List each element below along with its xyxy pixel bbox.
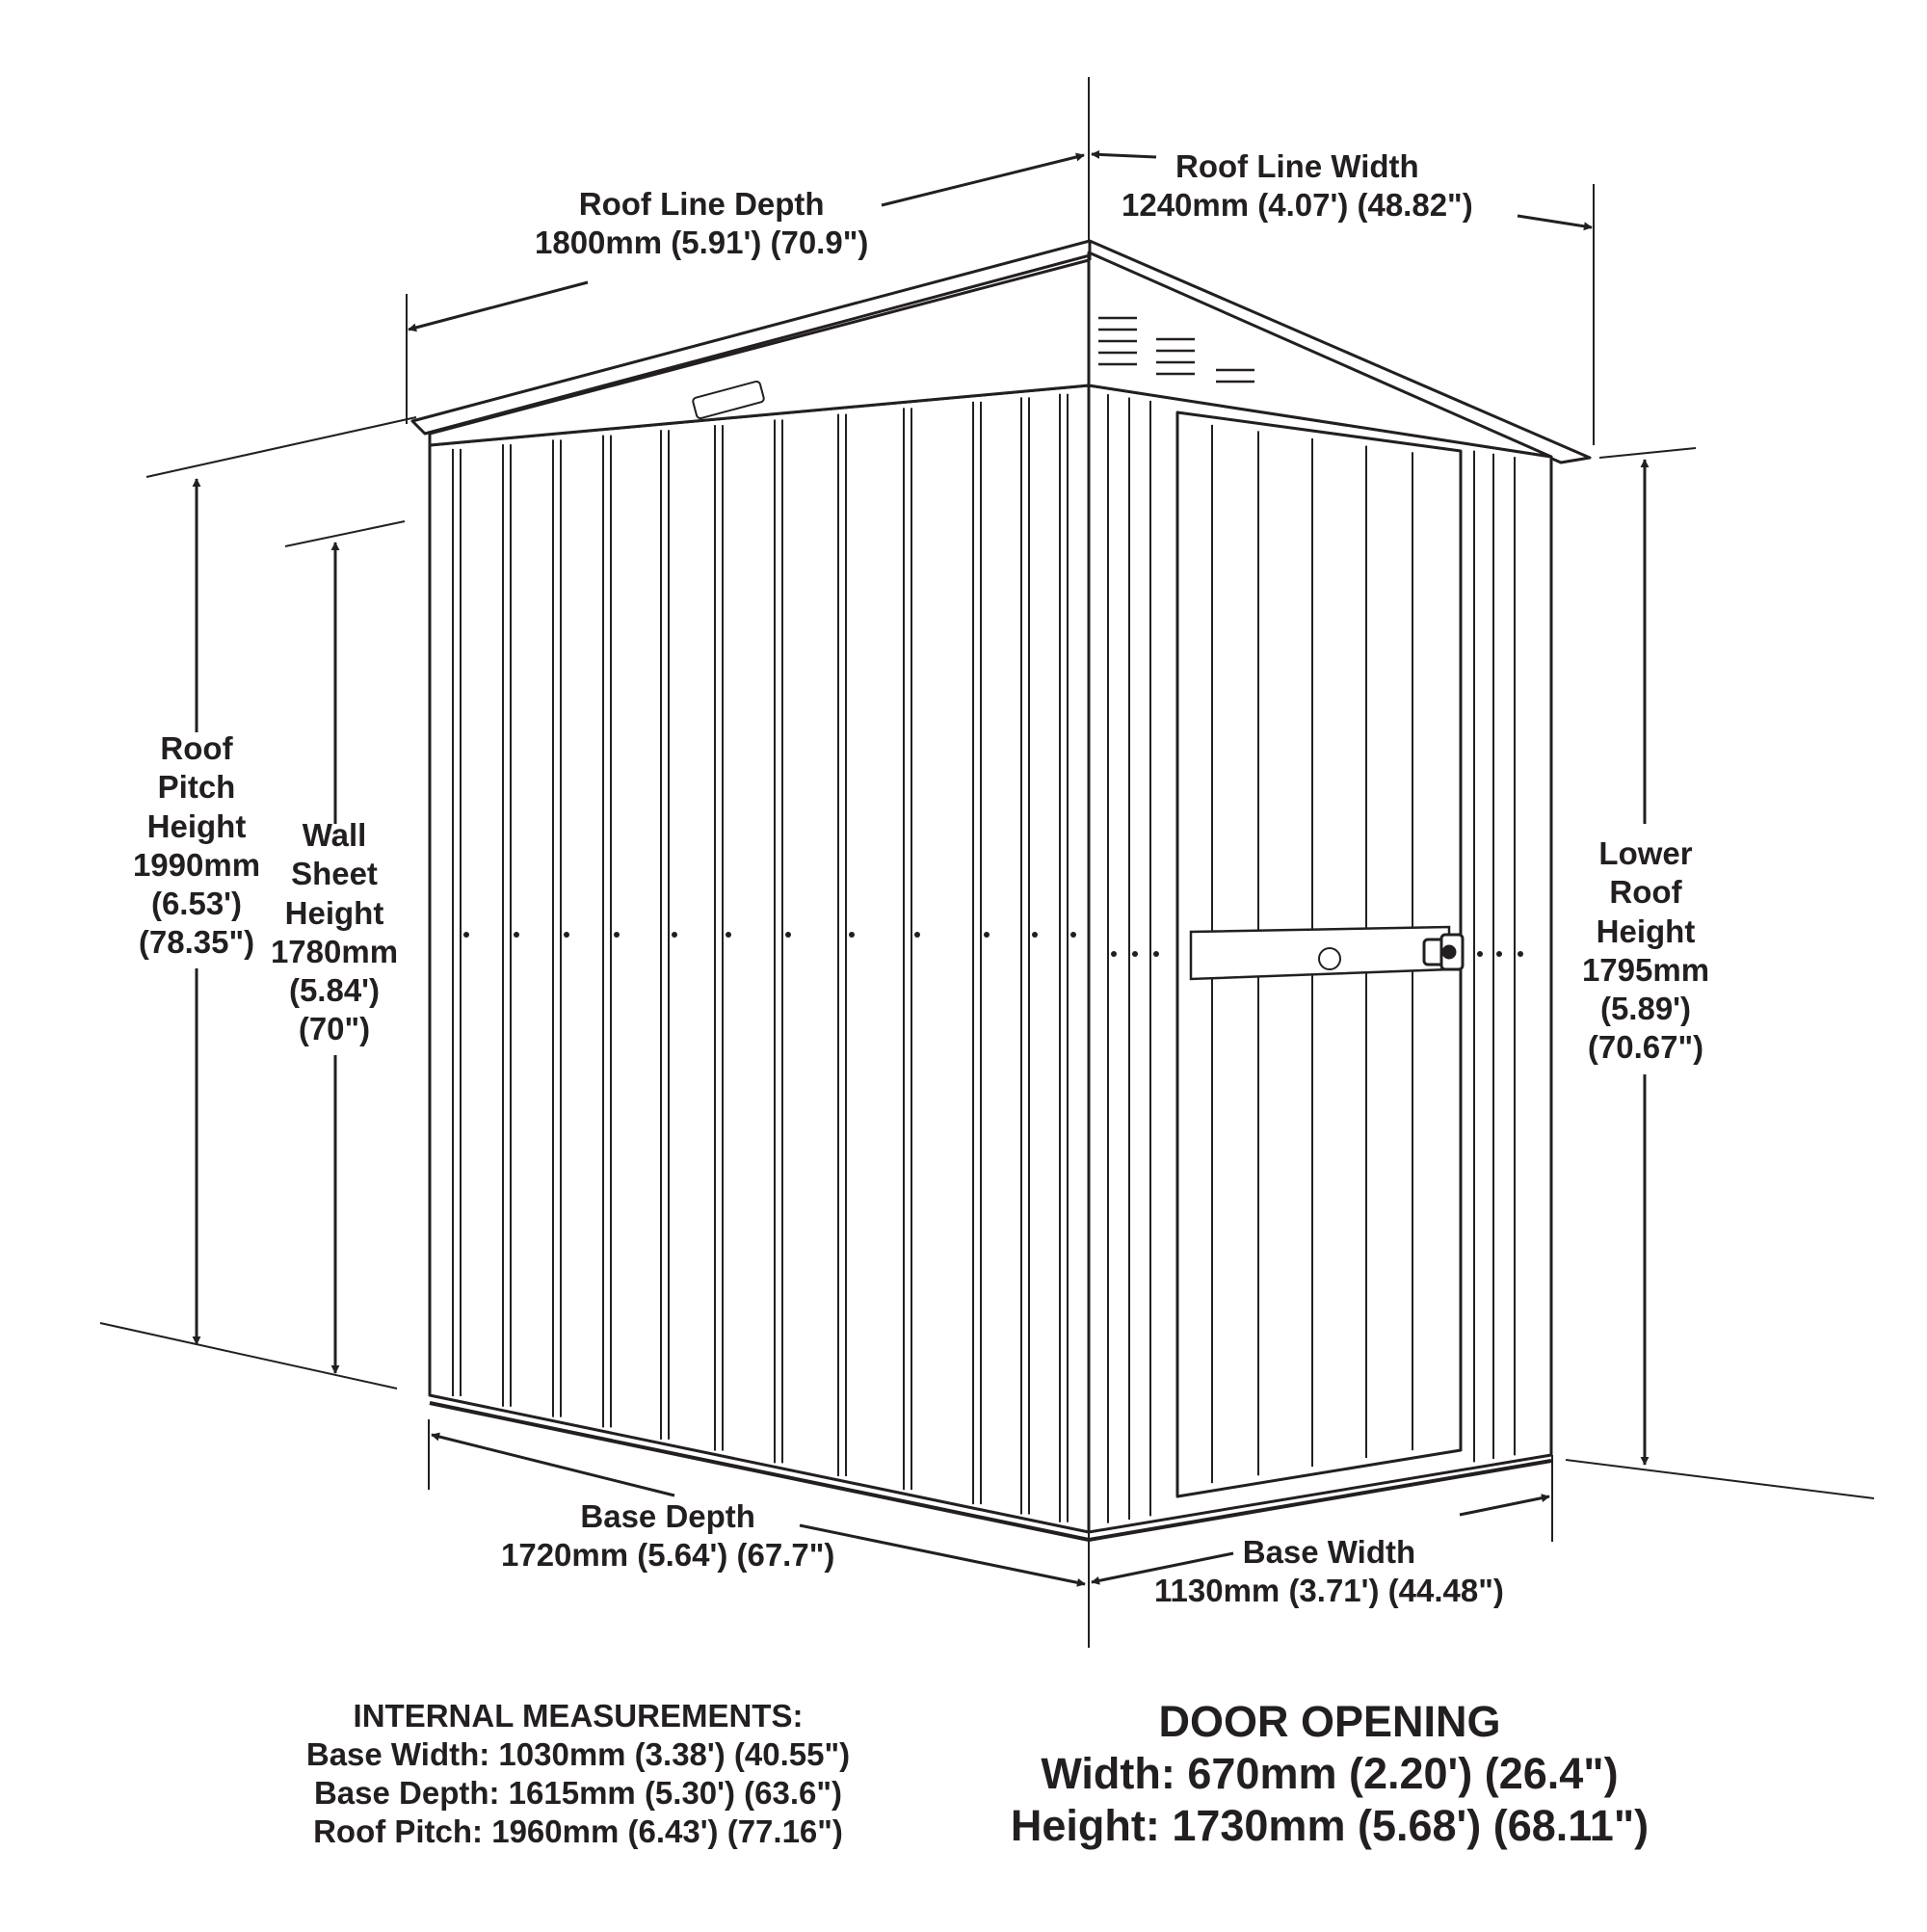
lower-roof-height-line: 1795mm (1581, 951, 1710, 988)
rivet (849, 932, 855, 938)
roof-pitch-height-line: (6.53') (150, 886, 243, 921)
roof-line-width-title: Roof Line Width (1175, 148, 1419, 184)
rivet (1518, 951, 1523, 957)
wall-sheet-height-line: (70") (298, 1011, 371, 1047)
roof-line-depth-value: 1800mm (5.91') (70.9") (535, 225, 869, 261)
door-opening-block (992, 1696, 1667, 1852)
rivet (1070, 932, 1076, 938)
base-width-label (1154, 1533, 1504, 1611)
base-width-title: Base Width (1242, 1534, 1416, 1570)
rivet (614, 932, 620, 938)
roof-depth-arrow-right (882, 155, 1084, 205)
ext-line-wall-top (285, 521, 405, 546)
rivet (463, 932, 469, 938)
internal-base-depth: Base Depth: 1615mm (5.30') (63.6") (313, 1774, 843, 1811)
shed-side-wall (430, 385, 1089, 1532)
base-depth-arrow-right (800, 1525, 1085, 1584)
internal-measurements-block (260, 1697, 896, 1851)
rivet (914, 932, 920, 938)
wall-sheet-height-line: Sheet (291, 856, 378, 892)
ext-line-ground-left (100, 1323, 397, 1389)
lower-roof-height-line: Lower (1598, 835, 1693, 871)
roof-pitch-height-line: Height (146, 807, 247, 844)
lower-roof-height-line: Height (1596, 913, 1696, 949)
rivet (1132, 951, 1138, 957)
internal-base-width: Base Width: 1030mm (3.38') (40.55") (305, 1735, 851, 1772)
globel-badge-door (1319, 948, 1340, 969)
wall-sheet-height-line: (5.84') (288, 972, 381, 1008)
rivet (1153, 951, 1159, 957)
ext-line-ground-right (1566, 1460, 1874, 1498)
ext-line-lower-roof-top (1599, 448, 1696, 458)
rivet (1111, 951, 1117, 957)
rivet (1477, 951, 1483, 957)
base-width-value: 1130mm (3.71') (44.48") (1154, 1573, 1504, 1609)
roof-pitch-height-line: Roof (160, 730, 233, 766)
rivet (726, 932, 731, 938)
rivet (984, 932, 990, 938)
roof-pitch-height-line: Pitch (157, 769, 236, 806)
base-width-arrow-right (1460, 1496, 1549, 1515)
rivet (1032, 932, 1038, 938)
door-opening-title: DOOR OPENING (1158, 1697, 1501, 1746)
roof-line-depth-label (535, 185, 868, 263)
wall-sheet-height-line: 1780mm (270, 933, 399, 969)
base-depth-title: Base Depth (580, 1498, 755, 1534)
roof-width-arrow-right (1518, 216, 1592, 227)
rivet (1496, 951, 1502, 957)
roof-pitch-height-line: 1990mm (132, 846, 261, 883)
door-lock-handle (1424, 935, 1463, 969)
roof-line-width-value: 1240mm (4.07') (48.82") (1122, 187, 1473, 224)
rivet (672, 932, 677, 938)
wall-sheet-height-label (257, 816, 411, 1049)
base-depth-arrow-left (432, 1435, 674, 1495)
rivet (785, 932, 791, 938)
rivet (564, 932, 569, 938)
internal-roof-pitch: Roof Pitch: 1960mm (6.43') (77.16") (313, 1813, 843, 1849)
lower-roof-height-line: (5.89') (1599, 991, 1692, 1026)
door-opening-width: Width: 670mm (2.20') (26.4") (1041, 1749, 1619, 1798)
wall-sheet-height-line: Wall (302, 817, 367, 853)
lower-roof-height-line: (70.67") (1587, 1029, 1704, 1066)
door-opening-height: Height: 1730mm (5.68') (68.11") (1010, 1801, 1650, 1850)
roof-depth-arrow-left (409, 282, 588, 330)
rivet (514, 932, 519, 938)
internal-measurements-title: INTERNAL MEASUREMENTS: (353, 1698, 804, 1734)
lower-roof-height-line: Roof (1609, 874, 1682, 911)
wall-sheet-height-line: Height (284, 894, 384, 931)
base-depth-value: 1720mm (5.64') (67.7") (501, 1537, 835, 1574)
base-depth-label (501, 1497, 834, 1575)
roof-line-width-label (1122, 147, 1473, 225)
ext-line-roof-pitch-top (146, 417, 416, 477)
lower-roof-height-label (1563, 834, 1729, 1068)
roof-pitch-height-line: (78.35") (138, 924, 255, 961)
roof-line-depth-title: Roof Line Depth (578, 186, 825, 222)
